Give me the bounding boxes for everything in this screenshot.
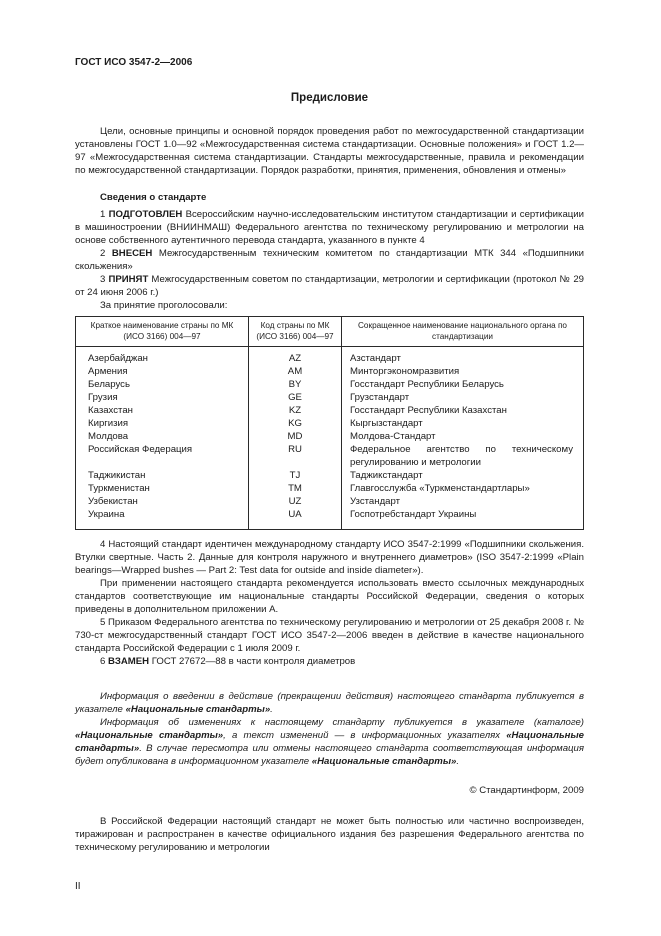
org-cell: Грузстандарт	[342, 391, 584, 404]
page-title: Предисловие	[290, 92, 369, 104]
item-keyword: ВНЕСЕН	[111, 248, 153, 259]
note-enactment	[75, 690, 584, 716]
org-cell: Госпотребстандарт Украины	[342, 508, 584, 530]
table-header-row	[76, 317, 584, 347]
reproduction-restriction: В Российской Федерации настоящий стандарт не может быть полностью или частично воспроизведен, тиражирован и распространен в качестве официального издания без разрешения Федерального агентства по техническому регулированию и метрологии	[75, 816, 584, 853]
code-cell: UZ	[249, 495, 342, 508]
org-cell: Госстандарт Республики Беларусь	[342, 378, 584, 391]
column-header-code: Код страны по МК (ИСО 3166) 004—97	[249, 317, 342, 347]
country-cell: Российская Федерация	[76, 443, 249, 469]
table-row	[76, 417, 584, 430]
standard-info-item-4b: При применении настоящего стандарта рекомендуется использовать вместо ссылочных международных стандартов соответствующие им национальные стандарты Российской Федерации, сведения о которых приведены в дополнительном приложении А.	[75, 578, 584, 615]
standard-info-item-6	[75, 655, 584, 668]
country-cell: Азербайджан	[76, 347, 249, 366]
country-cell: Таджикистан	[76, 469, 249, 482]
item-number: 2	[100, 248, 106, 259]
country-cell: Туркменистан	[76, 482, 249, 495]
code-cell: TM	[249, 482, 342, 495]
code-cell: GE	[249, 391, 342, 404]
item-keyword: ПРИНЯТ	[108, 274, 149, 285]
org-cell: Азстандарт	[342, 347, 584, 366]
country-cell: Узбекистан	[76, 495, 249, 508]
note-text: .	[456, 756, 460, 767]
org-cell: Госстандарт Республики Казахстан	[342, 404, 584, 417]
country-cell: Грузия	[76, 391, 249, 404]
note-title-bold: «Национальные стандарты»	[311, 756, 457, 767]
item-number: 3	[100, 274, 106, 285]
table-row	[76, 347, 584, 366]
org-cell: Молдова-Стандарт	[342, 430, 584, 443]
code-cell: MD	[249, 430, 342, 443]
country-cell: Армения	[76, 365, 249, 378]
item-number: 4	[100, 539, 106, 550]
table-row	[76, 469, 584, 482]
intro-paragraph: Цели, основные принципы и основной порядок проведения работ по межгосударственной стандартизации установлены ГОСТ 1.0—92 «Межгосударственная система стандартизации. Основные положения» и ГОСТ 1.2—97 «Межгосударственная система стандартизации. Стандарты межгосударственные, правила и рекомендации по межгосударственной стандартизации. Порядок разработки, принятия, применения, обновления и отмены»	[75, 126, 584, 176]
table-row	[76, 391, 584, 404]
country-cell: Казахстан	[76, 404, 249, 417]
note-text: , а текст изменений — в информационных указателях	[223, 730, 507, 741]
note-text: Информация о введении в действие (прекращении действия) настоящего стандарта публикуется в указателе	[75, 691, 584, 715]
table-row	[76, 508, 584, 530]
item-number: 1	[100, 209, 106, 220]
org-cell: Таджикстандарт	[342, 469, 584, 482]
section-heading: Сведения о стандарте	[100, 192, 207, 203]
item-number: 5	[100, 617, 106, 628]
note-title-bold: «Национальные стандарты»	[125, 704, 271, 715]
table-row	[76, 378, 584, 391]
note-text: . В случае пересмотра или отмены настоящего стандарта соответствующая информация будет опубликована в информационном указателе	[75, 743, 584, 767]
document-code: ГОСТ ИСО 3547-2—2006	[75, 57, 193, 68]
code-cell: AM	[249, 365, 342, 378]
table-row	[76, 482, 584, 495]
note-text: Информация об изменениях к настоящему стандарту публикуется в указателе (каталоге)	[100, 717, 584, 728]
standard-info-item-4	[75, 538, 584, 577]
code-cell: AZ	[249, 347, 342, 366]
country-cell: Молдова	[76, 430, 249, 443]
table-row	[76, 443, 584, 469]
org-cell: Федеральное агентство по техническому регулированию и метрологии	[342, 443, 584, 469]
standard-info-item-5	[75, 616, 584, 655]
standard-info-item-1	[75, 208, 584, 247]
item-text: Межгосударственным техническим комитетом по стандартизации МТК 344 «Подшипники скольжения»	[75, 248, 584, 272]
table-row	[76, 495, 584, 508]
note-amendments	[75, 716, 584, 768]
voting-countries-table	[75, 316, 584, 530]
code-cell: BY	[249, 378, 342, 391]
vote-line: За принятие проголосовали:	[100, 300, 228, 311]
table-row	[76, 404, 584, 417]
code-cell: TJ	[249, 469, 342, 482]
note-title-bold: «Национальные стандарты»	[75, 730, 584, 754]
org-cell: Узстандарт	[342, 495, 584, 508]
org-cell: Главгосслужба «Туркменстандартлары»	[342, 482, 584, 495]
country-cell: Беларусь	[76, 378, 249, 391]
publication-notes	[75, 690, 584, 768]
standard-info-item-2	[75, 247, 584, 273]
table-row	[76, 365, 584, 378]
country-cell: Украина	[76, 508, 249, 530]
page-number: II	[75, 881, 81, 892]
note-text: .	[270, 704, 273, 715]
item-keyword: ПОДГОТОВЛЕН	[108, 209, 183, 220]
standard-info-item-3	[75, 273, 584, 299]
country-cell: Киргизия	[76, 417, 249, 430]
org-cell: Минторгэкономразвития	[342, 365, 584, 378]
code-cell: UA	[249, 508, 342, 530]
copyright-line: © Стандартинформ, 2009	[469, 785, 584, 796]
code-cell: KG	[249, 417, 342, 430]
org-cell: Кыргызстандарт	[342, 417, 584, 430]
item-text: Межгосударственным советом по стандартизации, метрологии и сертификации (протокол № 29 от 24 июня 2006 г.)	[75, 274, 585, 298]
column-header-org: Сокращенное наименование национального органа по стандартизации	[342, 317, 584, 347]
column-header-country: Краткое наименование страны по МК (ИСО 3166) 004—97	[76, 317, 249, 347]
item-text: ГОСТ 27672—88 в части контроля диаметров	[151, 656, 356, 667]
code-cell: RU	[249, 443, 342, 469]
item-text: Всероссийским научно-исследовательским институтом стандартизации и сертификации в машиностроении (ВНИИНМАШ) Федерального агентства по техническому регулированию и метрологии на основе собственного аутентичного перевода стандарта, указанного в пункте 4	[75, 209, 584, 246]
note-title-bold: «Национальные стандарты»	[75, 730, 224, 741]
item-text: Приказом Федерального агентства по техническому регулированию и метрологии от 25 декабря 2008 г. № 730-ст межгосударственный стандарт ГОСТ ИСО 3547-2—2006 введен в действие в качестве национального стандарта Российской Федерации с 1 июля 2009 г.	[75, 617, 584, 654]
item-text: Настоящий стандарт идентичен международному стандарту ИСО 3547-2:1999 «Подшипники скольжения. Втулки свертные. Часть 2. Данные для контроля наружного и внутреннего диаметров» (ISO 3547-2:1999 «Plain bearings—Wrapped bushes — Part 2: Test data for outside and inside diameter»).	[75, 539, 584, 576]
table-row	[76, 430, 584, 443]
code-cell: KZ	[249, 404, 342, 417]
item-keyword: ВЗАМЕН	[108, 656, 150, 667]
item-number: 6	[100, 656, 106, 667]
